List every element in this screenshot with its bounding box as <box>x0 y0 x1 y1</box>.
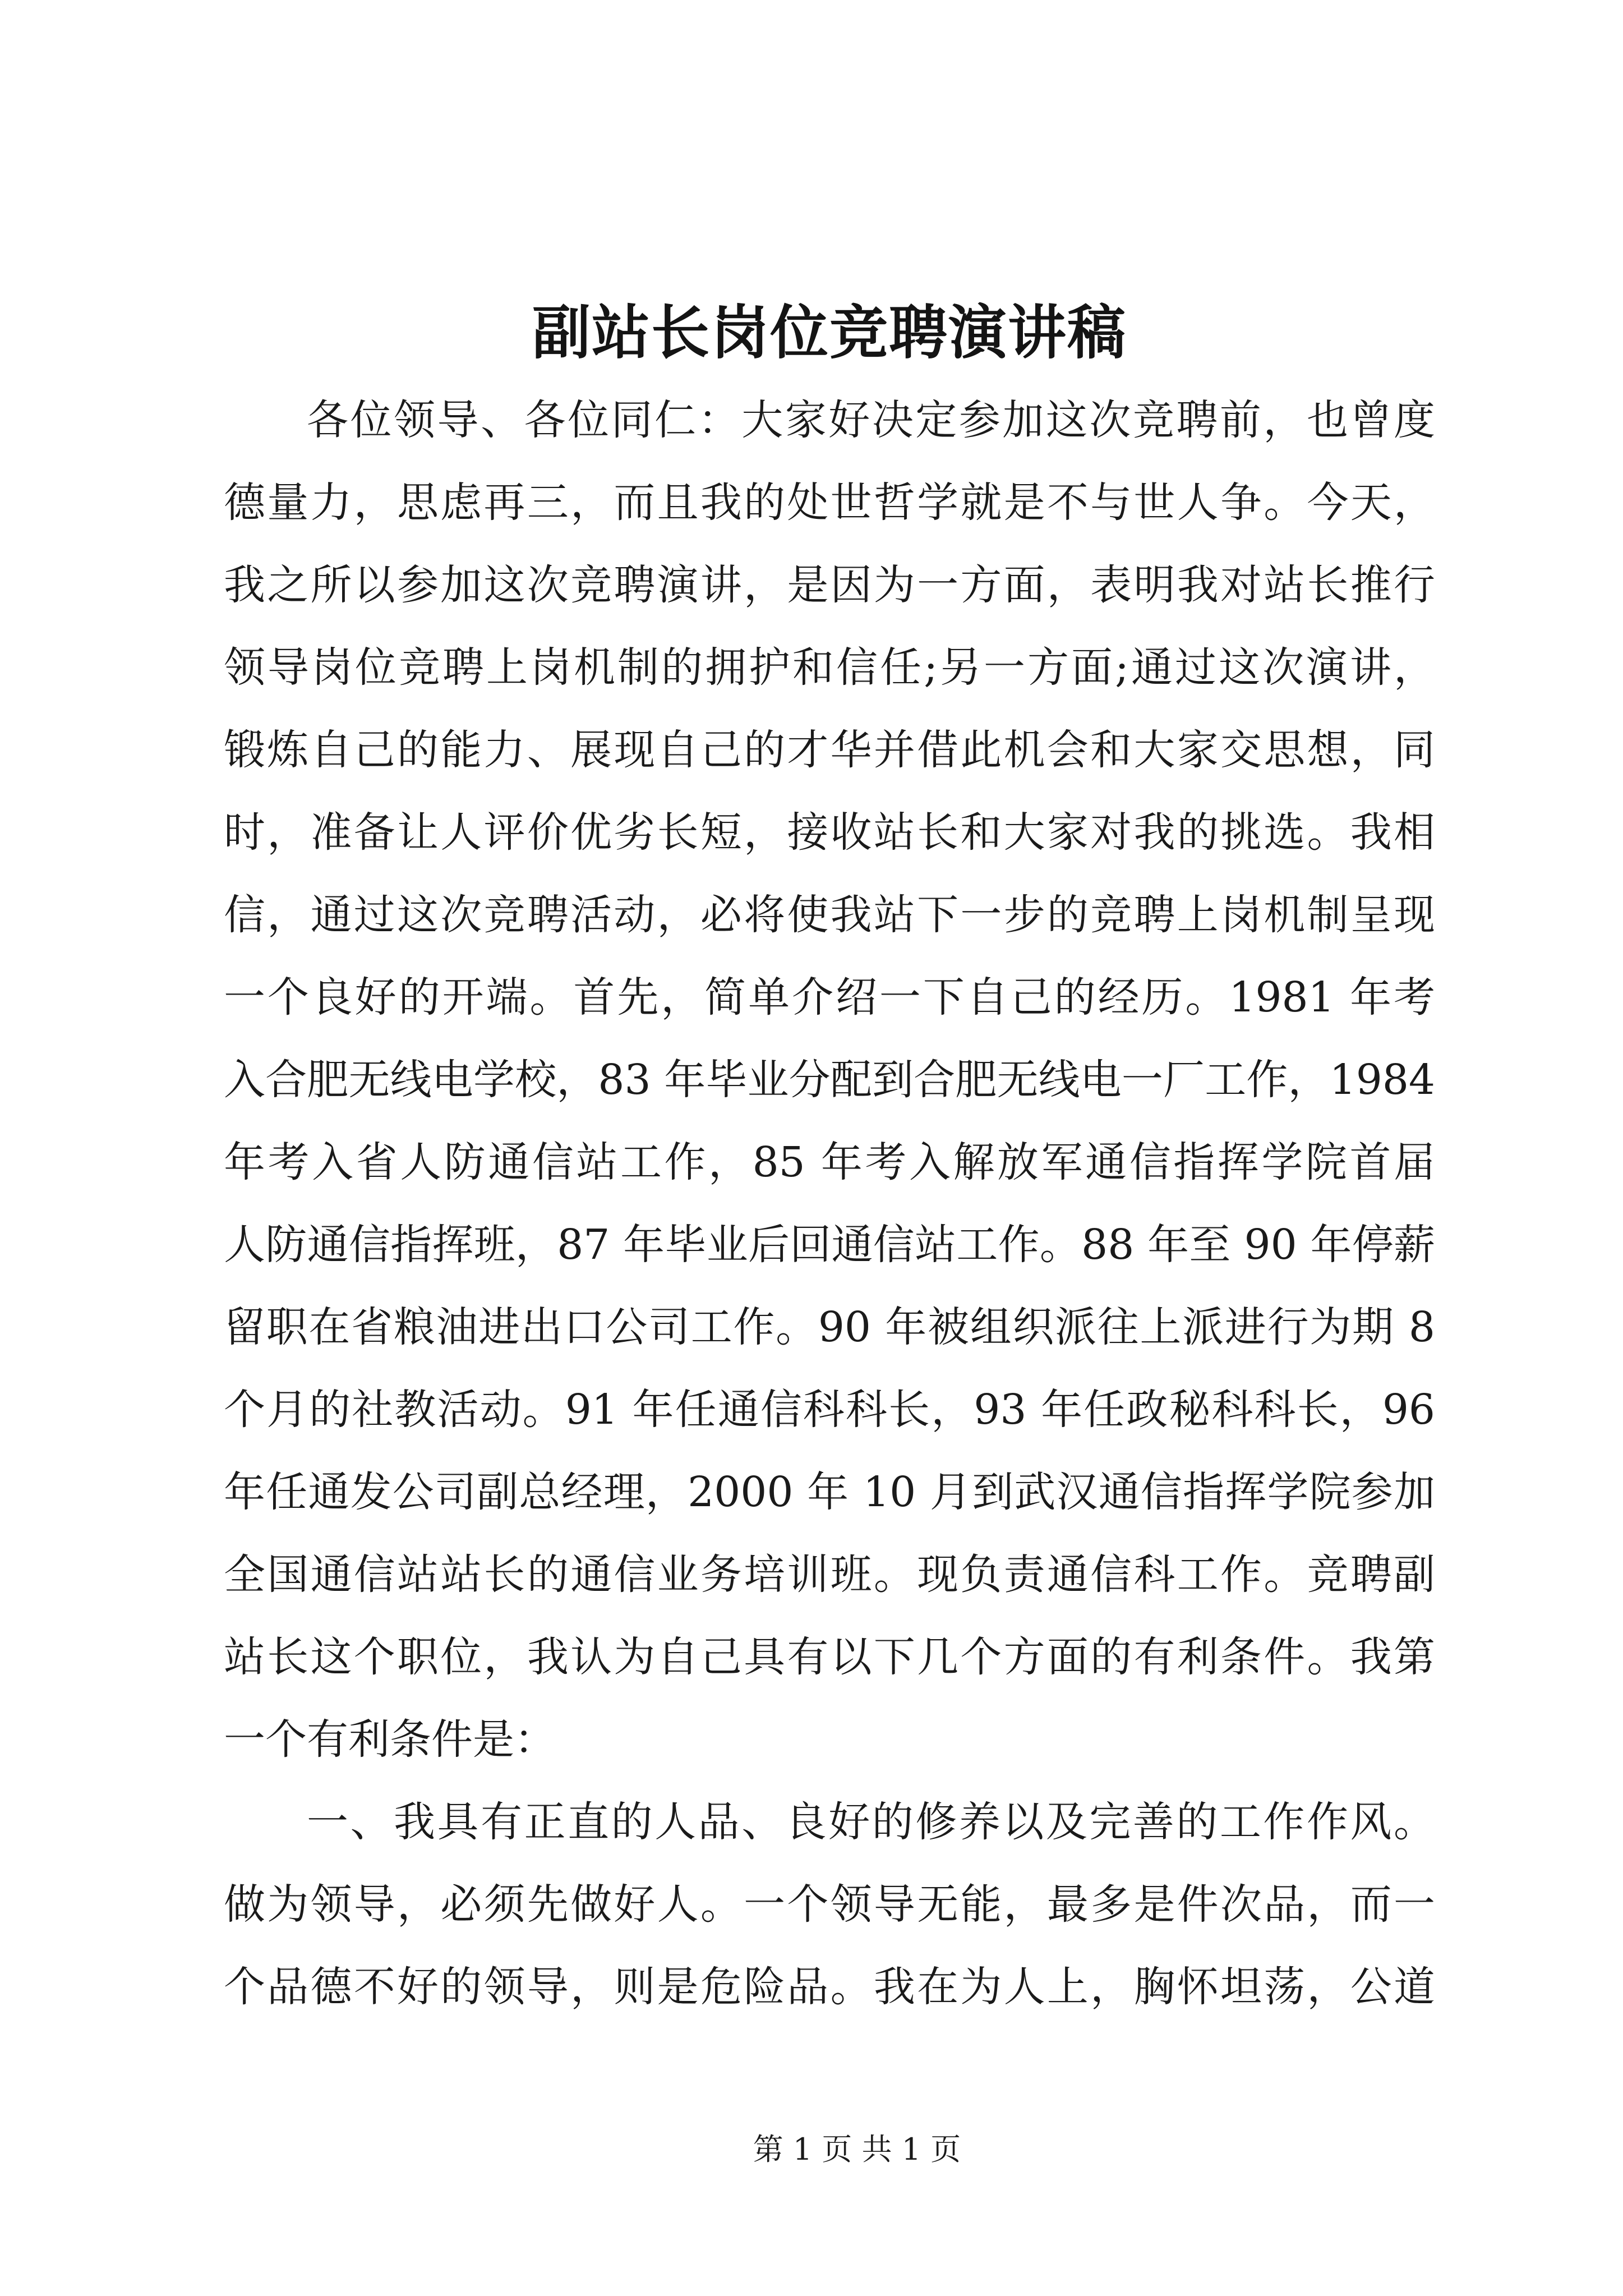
body-text-line: 一个有利条件是： <box>224 1715 556 1764</box>
body-text-line: 留职在省粮油进出口公司工作。90 年被组织派往上派进行为期 8 <box>224 1303 1435 1351</box>
body-text-line: 锻炼自己的能力、展现自己的才华并借此机会和大家交思想，同 <box>224 726 1435 774</box>
paragraph <box>224 379 1435 1781</box>
paragraph <box>224 1781 1435 2028</box>
body-text-line: 我之所以参加这次竞聘演讲，是因为一方面，表明我对站长推行 <box>224 561 1435 609</box>
body-text-line: 信，通过这次竞聘活动，必将使我站下一步的竞聘上岗机制呈现 <box>224 891 1435 939</box>
body-text-line: 全国通信站站长的通信业务培训班。现负责通信科工作。竞聘副 <box>224 1550 1435 1599</box>
body-text-line: 站长这个职位，我认为自己具有以下几个方面的有利条件。我第 <box>224 1633 1435 1681</box>
body-text-line: 做为领导，必须先做好人。一个领导无能，最多是件次品，而一 <box>224 1880 1435 1929</box>
body-text-line: 入合肥无线电学校，83 年毕业分配到合肥无线电一厂工作，1984 <box>224 1056 1435 1104</box>
body-text-line: 年任通发公司副总经理，2000 年 10 月到武汉通信指挥学院参加 <box>224 1468 1435 1516</box>
body-text-line: 个品德不好的领导，则是危险品。我在为人上，胸怀坦荡，公道 <box>224 1963 1435 2011</box>
body-text-line: 一个良好的开端。首先，简单介绍一下自己的经历。1981 年考 <box>224 973 1435 1022</box>
body-text-line: 一、我具有正直的人品、良好的修养以及完善的工作作风。 <box>307 1798 1435 1846</box>
body-text-line: 年考入省人防通信站工作，85 年考入解放军通信指挥学院首届 <box>224 1138 1435 1186</box>
document-title: 副站长岗位竞聘演讲稿 <box>532 298 1127 367</box>
body-text-line: 领导岗位竞聘上岗机制的拥护和信任;另一方面;通过这次演讲， <box>224 643 1435 692</box>
page-footer: 第 1 页 共 1 页 <box>753 2132 961 2167</box>
document-body <box>224 379 1435 2028</box>
body-text-line: 人防通信指挥班，87 年毕业后回通信站工作。88 年至 90 年停薪 <box>224 1221 1435 1269</box>
body-text-line: 德量力，思虑再三，而且我的处世哲学就是不与世人争。今天， <box>224 478 1435 527</box>
body-text-line: 时，准备让人评价优劣长短，接收站长和大家对我的挑选。我相 <box>224 808 1435 857</box>
body-text-line: 各位领导、各位同仁：大家好决定参加这次竞聘前，也曾度 <box>307 396 1435 444</box>
body-text-line: 个月的社教活动。91 年任通信科科长，93 年任政秘科科长，96 <box>224 1386 1435 1434</box>
